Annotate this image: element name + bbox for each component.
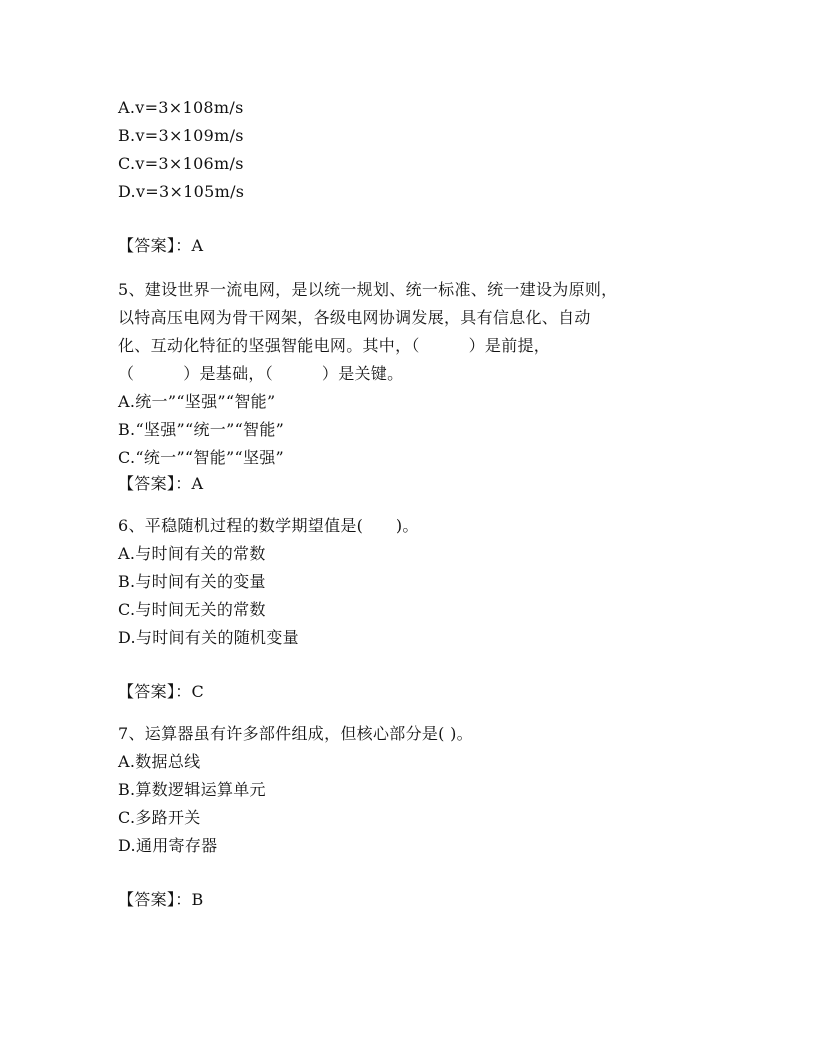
q7-option-c: C.多路开关	[118, 808, 201, 827]
q7-option-a: A.数据总线	[118, 752, 201, 771]
q6-option-d: D.与时间有关的随机变量	[118, 628, 299, 647]
q5-stem-line-4: （ ）是基础，（ ）是关键。	[118, 364, 404, 383]
q4-option-a: A.v=3×108m/s	[118, 98, 244, 117]
q5-option-a: A.统一”“坚强”“智能”	[118, 392, 276, 411]
q7-option-b: B.算数逻辑运算单元	[118, 780, 266, 799]
q6-option-c: C.与时间无关的常数	[118, 600, 266, 619]
q6-answer: 【答案】：C	[118, 682, 205, 701]
q7-answer: 【答案】：B	[118, 890, 204, 909]
q5-answer: 【答案】：A	[118, 474, 204, 493]
q4-answer: 【答案】：A	[118, 236, 204, 255]
q4-option-d: D.v=3×105m/s	[118, 182, 245, 201]
q7-stem: 7、运算器虽有许多部件组成，但核心部分是( )。	[118, 724, 473, 743]
q6-option-a: A.与时间有关的常数	[118, 544, 266, 563]
q5-option-c: C.“统一”“智能”“坚强”	[118, 448, 285, 467]
q4-option-c: C.v=3×106m/s	[118, 154, 244, 173]
q6-stem: 6、平稳随机过程的数学期望值是( )。	[118, 516, 419, 535]
q5-option-b: B.“坚强”“统一”“智能”	[118, 420, 285, 439]
q7-option-d: D.通用寄存器	[118, 836, 218, 855]
q5-stem-line-2: 以特高压电网为骨干网架，各级电网协调发展，具有信息化、自动	[118, 308, 591, 327]
q5-stem-line-3: 化、互动化特征的坚强智能电网。其中，（ ）是前提，	[118, 336, 551, 355]
q4-option-b: B.v=3×109m/s	[118, 126, 244, 145]
q6-option-b: B.与时间有关的变量	[118, 572, 266, 591]
q5-stem-line-1: 5、建设世界一流电网，是以统一规划、统一标准、统一建设为原则，	[118, 280, 618, 299]
